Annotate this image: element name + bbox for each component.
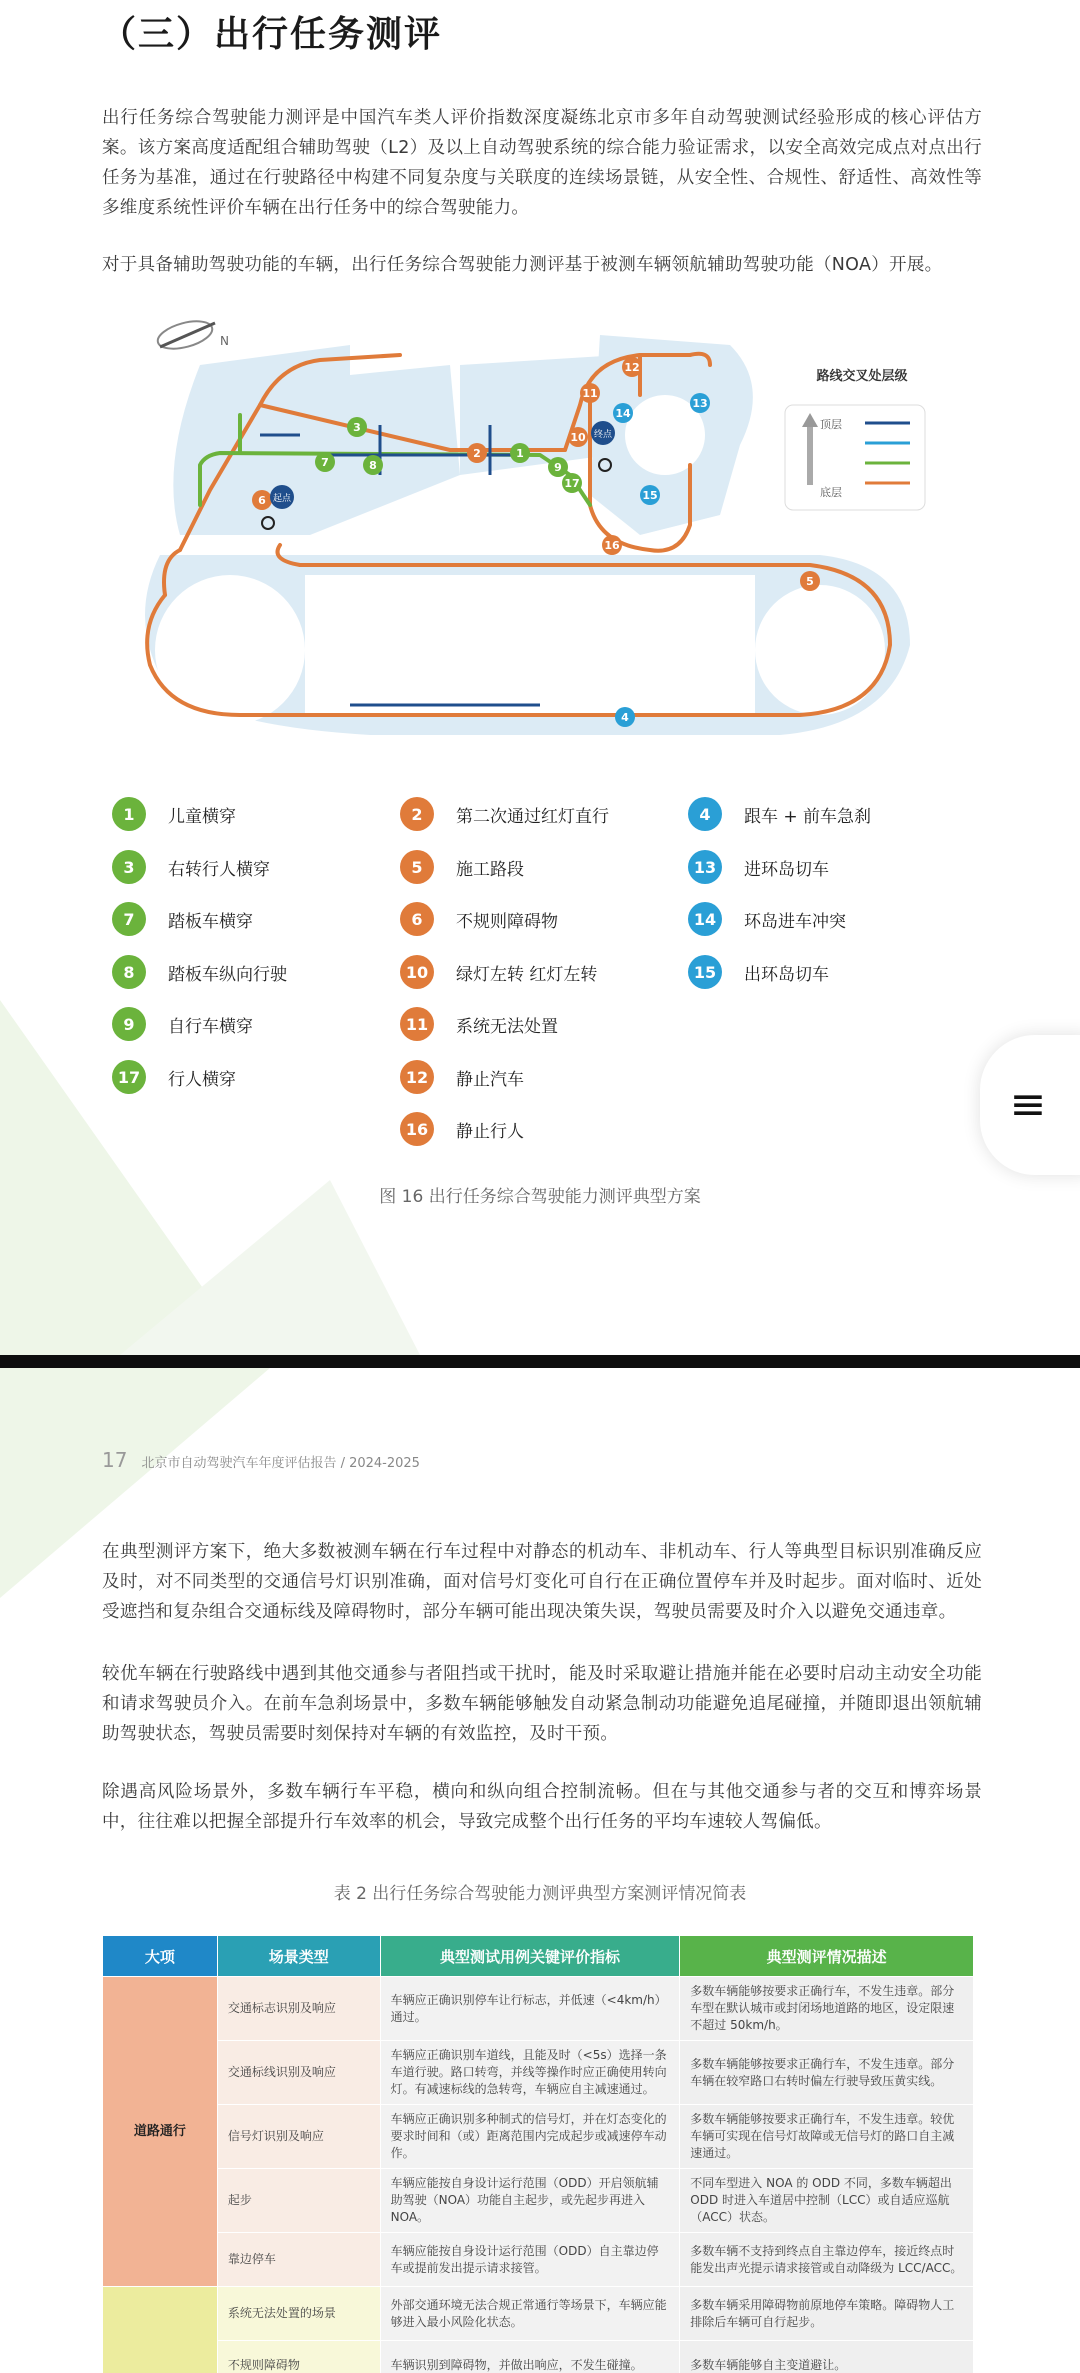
page-divider xyxy=(0,1355,1080,1368)
legend-item: 14 环岛进车冲突 xyxy=(688,902,846,936)
compass-icon xyxy=(155,316,229,354)
svg-text:2: 2 xyxy=(473,447,481,460)
layer-legend-title: 路线交叉处层级 xyxy=(816,369,908,384)
svg-text:4: 4 xyxy=(621,711,629,724)
route-marker-1 xyxy=(510,443,530,463)
compass-north: N xyxy=(220,334,229,348)
legend-item: 11 系统无法处置 xyxy=(400,1007,558,1041)
figure-caption: 图 16 出行任务综合驾驶能力测评典型方案 xyxy=(379,1187,701,1207)
route-marker-9 xyxy=(548,457,568,477)
legend-item: 8 踏板车纵向行驶 xyxy=(112,955,287,989)
table-row: 信号灯识别及响应 车辆应正确识别多种制式的信号灯，并在灯态变化的要求时间和（或）距离范围内完成起步或减速停车动作。 多数车辆能够按要求正确行车，不发生违章。较优车辆可实现在信号灯故障或无信号灯的路口自主减速通过。 xyxy=(103,2105,974,2169)
table-header: 典型测评情况描述 xyxy=(680,1936,974,1977)
svg-text:7: 7 xyxy=(321,456,329,469)
running-header-text: 北京市自动驾驶汽车年度评估报告 / 2024-2025 xyxy=(141,1456,420,1471)
table-row: 系统无法处置的场景 外部交通环境无法合规正常通行等场景下，车辆应能够进入最小风险化状态。 多数车辆采用障碍物前原地停车策略。障碍物人工排除后车辆可自行起步。 xyxy=(103,2287,974,2341)
legend-item: 4 跟车 + 前车急刹 xyxy=(688,797,871,831)
legend-item: 13 进环岛切车 xyxy=(688,850,829,884)
menu-button[interactable] xyxy=(980,1035,1080,1175)
table-row: 交通标线识别及响应 车辆应正确识别车道线，且能及时（<5s）选择一条车道行驶。路口转弯，并线等操作时应正确使用转向灯。有减速标线的急转弯，车辆应自主减速通过。 多数车辆能够按要求正确行车，不发生违章。部分车辆在较窄路口右转时偏左行驶导致压黄实线。 xyxy=(103,2041,974,2105)
route-marker-5 xyxy=(800,571,820,591)
svg-text:16: 16 xyxy=(604,539,620,552)
svg-text:5: 5 xyxy=(806,575,814,588)
legend-item: 12 静止汽车 xyxy=(400,1060,524,1094)
svg-text:14: 14 xyxy=(615,407,631,420)
table-header: 典型测试用例关键评价指标 xyxy=(380,1936,680,1977)
hamburger-menu-icon: ≡ xyxy=(1009,1079,1047,1130)
layer-legend-bottom: 底层 xyxy=(820,486,842,499)
route-marker-12 xyxy=(622,357,642,377)
svg-text:17: 17 xyxy=(564,477,580,490)
svg-text:15: 15 xyxy=(642,489,658,502)
route-marker-15 xyxy=(640,485,660,505)
svg-text:1: 1 xyxy=(516,447,524,460)
table-caption: 表 2 出行任务综合驾驶能力测评典型方案测评情况简表 xyxy=(333,1884,747,1904)
legend-item: 9 自行车横穿 xyxy=(112,1007,253,1041)
route-marker-6 xyxy=(252,490,272,510)
route-marker-7 xyxy=(315,452,335,472)
legend-item: 1 儿童横穿 xyxy=(112,797,236,831)
results-paragraph-1: 在典型测评方案下，绝大多数被测车辆在行车过程中对静态的机动车、非机动车、行人等典型目标识别准确反应及时，对不同类型的交通信号灯识别准确，面对信号灯变化可自行在正确位置停车并及时起步。面对临时、近处受遮挡和复杂组合交通标线及障碍物时，部分车辆可能出现决策失误，驾驶员需要及时介入以避免交通违章。 xyxy=(102,1542,982,1622)
noa-paragraph: 对于具备辅助驾驶功能的车辆，出行任务综合驾驶能力测评基于被测车辆领航辅助驾驶功能（NOA）开展。 xyxy=(102,255,943,275)
svg-text:12: 12 xyxy=(624,361,640,374)
svg-text:8: 8 xyxy=(369,459,377,472)
table-row: 起步 车辆应能按自身设计运行范围（ODD）开启领航辅助驾驶（NOA）功能自主起步，或先起步再进入 NOA。 不同车型进入 NOA 的 ODD 不同，多数车辆超出 ODD 时进入车道居中控制（LCC）或自适应巡航（ACC）状态。 xyxy=(103,2169,974,2233)
section-title: （三）出行任务测评 xyxy=(100,14,443,55)
category-cell: 道路通行 xyxy=(103,1977,218,2287)
running-header xyxy=(102,1448,420,1472)
report-page-2 xyxy=(0,1368,1080,2373)
table-row: 靠边停车 车辆应能按自身设计运行范围（ODD）自主靠边停车或提前发出提示请求接管。 多数车辆不支持到终点自主靠边停车，接近终点时能发出声光提示请求接管或自动降级为 LCC/ACC。 xyxy=(103,2233,974,2287)
table-row: 道路通行 交通标志识别及响应 车辆应正确识别停车让行标志，并低速（<4km/h）通过。 多数车辆能够按要求正确行车，不发生违章。部分车型在默认城市或封闭场地道路的地区，设定限速不超过 50km/h。 xyxy=(103,1977,974,2041)
svg-text:6: 6 xyxy=(258,494,266,507)
results-paragraph-2: 较优车辆在行驶路线中遇到其他交通参与者阻挡或干扰时，能及时采取避让措施并能在必要时启动主动安全功能和请求驾驶员介入。在前车急刹场景中，多数车辆能够触发自动紧急制动功能避免追尾碰撞，并随即退出领航辅助驾驶状态，驾驶员需要时刻保持对车辆的有效监控，及时干预。 xyxy=(102,1664,982,1744)
route-marker-3 xyxy=(347,417,367,437)
table-row: 不规则障碍物 车辆识别到障碍物，并做出响应，不发生碰撞。 多数车辆能够自主变道避让。 xyxy=(103,2341,974,2373)
route-marker-16 xyxy=(602,535,622,555)
layer-legend-top: 顶层 xyxy=(820,418,842,431)
table-header: 场景类型 xyxy=(217,1936,380,1977)
route-marker-2 xyxy=(467,443,487,463)
legend-item: 5 施工路段 xyxy=(400,850,524,884)
route-map xyxy=(120,305,940,765)
legend-item: 7 踏板车横穿 xyxy=(112,902,253,936)
legend-item: 16 静止行人 xyxy=(400,1112,524,1146)
route-marker-4 xyxy=(615,707,635,727)
legend-item: 15 出环岛切车 xyxy=(688,955,829,989)
route-marker-14 xyxy=(613,403,633,423)
svg-text:9: 9 xyxy=(554,461,562,474)
route-marker-17 xyxy=(562,473,582,493)
intro-paragraph: 出行任务综合驾驶能力测评是中国汽车类人评价指数深度凝练北京市多年自动驾驶测试经验形成的核心评估方案。该方案高度适配组合辅助驾驶（L2）及以上自动驾驶系统的综合能力验证需求，以安全高效完成点对点出行任务为基准，通过在行驶路径中构建不同复杂度与关联度的连续场景链，从安全性、合规性、舒适性、高效性等多维度系统性评价车辆在出行任务中的综合驾驶能力。 xyxy=(102,108,982,218)
svg-text:10: 10 xyxy=(570,431,586,444)
page-number: 17 xyxy=(102,1448,128,1472)
legend-item: 3 右转行人横穿 xyxy=(112,850,270,884)
svg-text:13: 13 xyxy=(692,397,708,410)
legend-item: 17 行人横穿 xyxy=(112,1060,236,1094)
table-header: 大项 xyxy=(103,1936,218,1977)
legend-item: 6 不规则障碍物 xyxy=(400,902,558,936)
category-cell xyxy=(103,2287,218,2373)
legend-item: 10 绿灯左转 红灯左转 xyxy=(400,955,597,989)
legend-item: 2 第二次通过红灯直行 xyxy=(400,797,609,831)
svg-text:3: 3 xyxy=(353,421,361,434)
route-marker-11 xyxy=(580,383,600,403)
layer-legend xyxy=(785,368,925,510)
route-marker-13 xyxy=(690,393,710,413)
svg-text:终点: 终点 xyxy=(593,430,613,440)
svg-text:起点: 起点 xyxy=(272,494,292,504)
results-paragraph-3: 除遇高风险场景外，多数车辆行车平稳，横向和纵向组合控制流畅。但在与其他交通参与者的交互和博弈场景中，往往难以把握全部提升行车效率的机会，导致完成整个出行任务的平均车速较人驾偏低。 xyxy=(102,1782,982,1832)
route-marker-8 xyxy=(363,455,383,475)
route-marker-10 xyxy=(568,427,588,447)
results-table xyxy=(102,1935,974,2373)
svg-text:11: 11 xyxy=(582,387,598,400)
